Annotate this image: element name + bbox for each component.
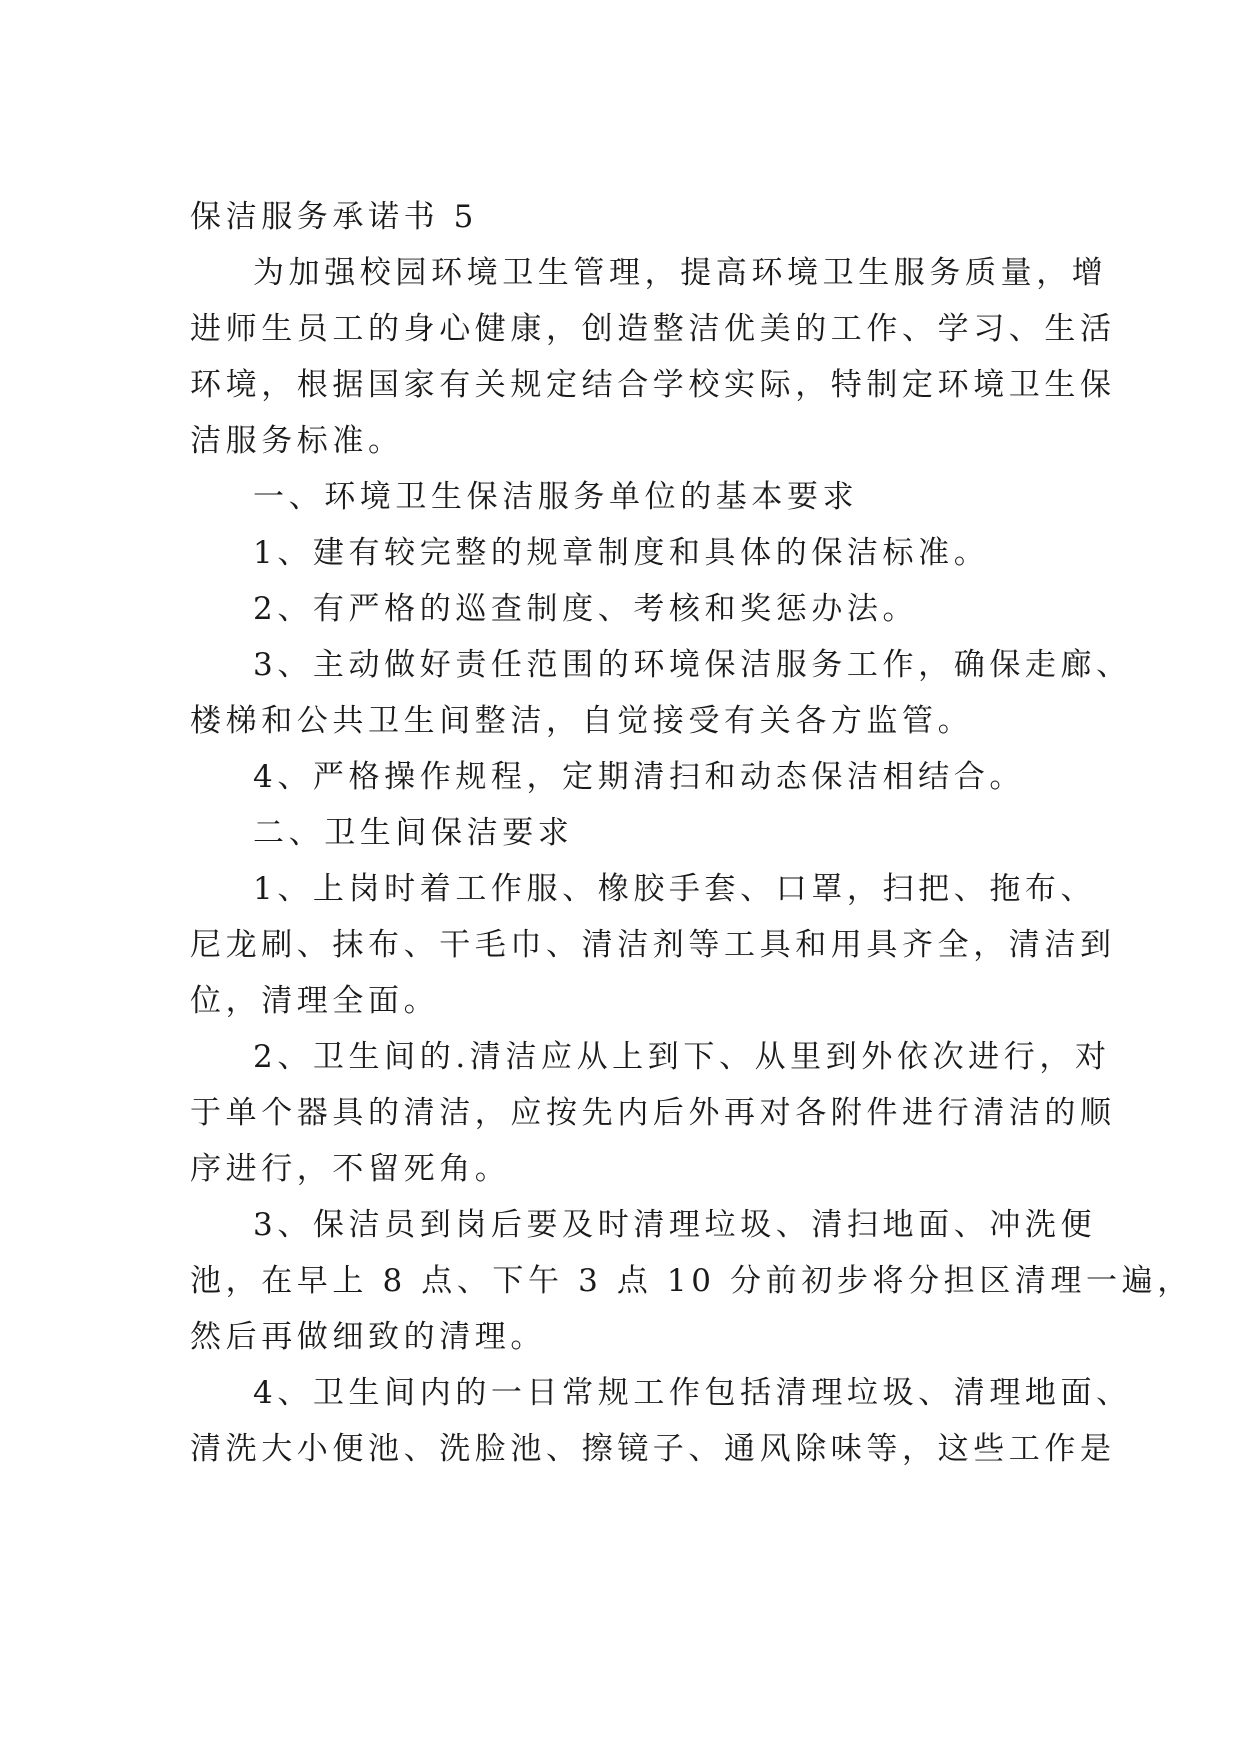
paragraph-line: 进师生员工的身心健康，创造整洁优美的工作、学习、生活 xyxy=(190,311,1116,347)
list-item: 1、上岗时着工作服、橡胶手套、口罩，扫把、拖布、 xyxy=(253,871,1097,907)
list-item: 3、主动做好责任范围的环境保洁服务工作，确保走廊、 xyxy=(253,647,1132,683)
paragraph-line: 楼梯和公共卫生间整洁，自觉接受有关各方监管。 xyxy=(190,703,974,739)
paragraph-line: 尼龙刷、抹布、干毛巾、清洁剂等工具和用具齐全，清洁到 xyxy=(190,927,1116,963)
list-item: 2、有严格的巡查制度、考核和奖惩办法。 xyxy=(253,591,919,627)
list-item: 4、严格操作规程，定期清扫和动态保洁相结合。 xyxy=(253,759,1025,795)
paragraph-line: 位，清理全面。 xyxy=(190,983,440,1019)
list-item: 1、建有较完整的规章制度和具体的保洁标准。 xyxy=(253,535,990,571)
list-item: 2、卫生间的.清洁应从上到下、从里到外依次进行，对 xyxy=(253,1039,1111,1075)
paragraph-line: 池，在早上 8 点、下午 3 点 10 分前初步将分担区清理一遍， xyxy=(190,1263,1193,1299)
paragraph-line: 环境，根据国家有关规定结合学校实际，特制定环境卫生保 xyxy=(190,367,1116,403)
document-title: 保洁服务承诺书 5 xyxy=(190,199,478,235)
section-heading: 二、卫生间保洁要求 xyxy=(253,815,574,851)
paragraph-line: 然后再做细致的清理。 xyxy=(190,1319,546,1355)
list-item: 4、卫生间内的一日常规工作包括清理垃圾、清理地面、 xyxy=(253,1375,1132,1411)
section-heading: 一、环境卫生保洁服务单位的基本要求 xyxy=(253,479,859,515)
paragraph-line: 序进行，不留死角。 xyxy=(190,1151,511,1187)
paragraph-line: 为加强校园环境卫生管理，提高环境卫生服务质量，增 xyxy=(253,255,1108,291)
list-item: 3、保洁员到岗后要及时清理垃圾、清扫地面、冲洗便 xyxy=(253,1207,1097,1243)
paragraph-line: 于单个器具的清洁，应按先内后外再对各附件进行清洁的顺 xyxy=(190,1095,1116,1131)
paragraph-line: 洁服务标准。 xyxy=(190,423,404,459)
paragraph-line: 清洗大小便池、洗脸池、擦镜子、通风除味等，这些工作是 xyxy=(190,1431,1116,1467)
